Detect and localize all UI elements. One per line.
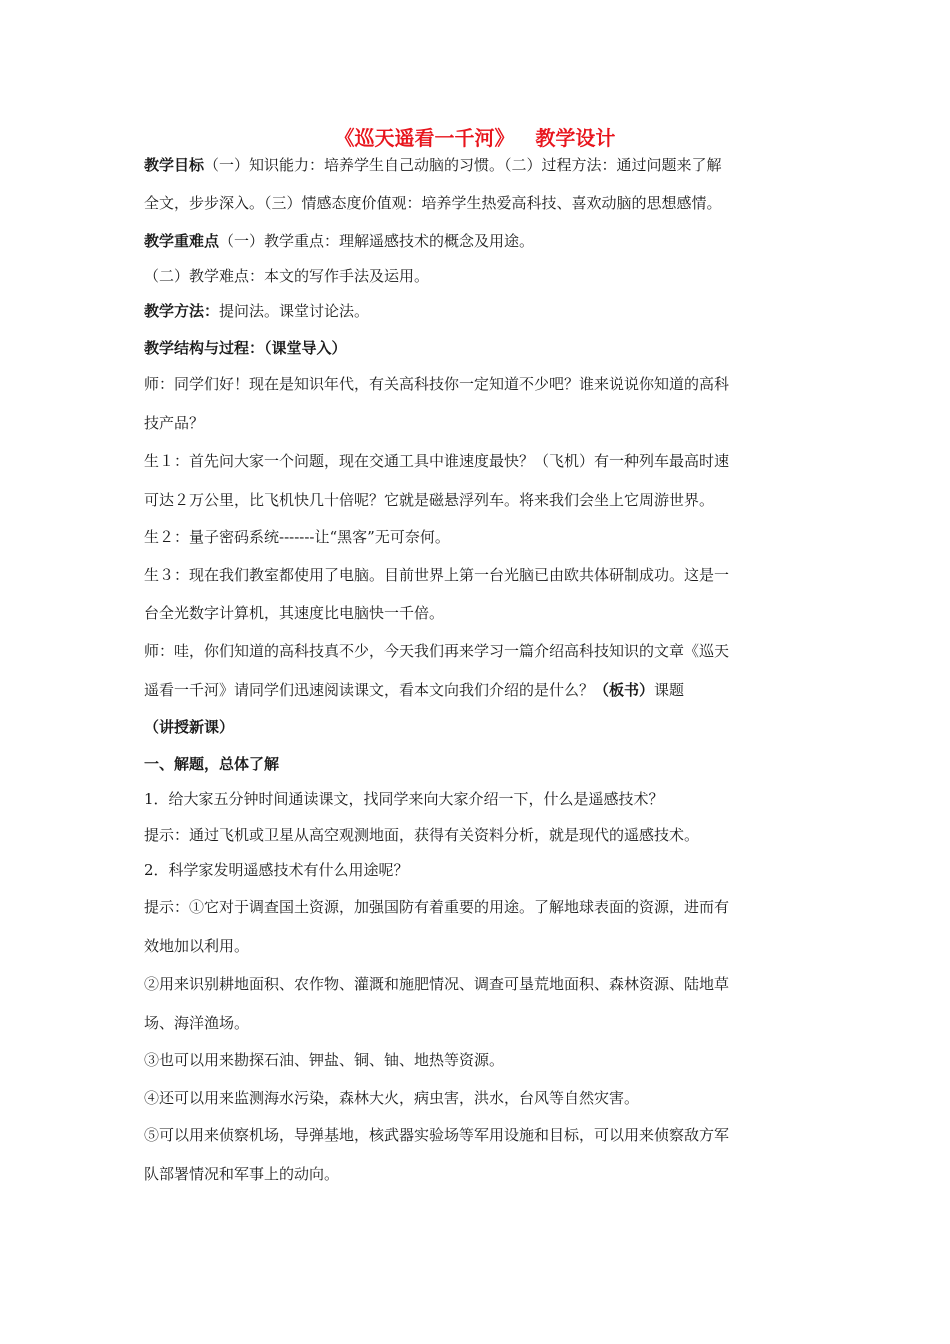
student2-line: 生２：量子密码系统-------让“黑客”无可奈何。 [144, 528, 450, 546]
student1-line-2: 可达２万公里，比飞机快几十倍呢？它就是磁悬浮列车。将来我们会坐上它周游世界。 [144, 491, 715, 509]
document-title: 《巡天遥看一千河》 教学设计 [334, 126, 616, 150]
key-points-line-1 [144, 231, 812, 251]
point-2-line-1: ②用来识别耕地面积、农作物、灌溉和施肥情况、调查可垦荒地面积、森林资源、陆地草 [144, 975, 730, 993]
answer-2-line-1: 提示：①它对于调查国土资源，加强国防有着重要的用途。了解地球表面的资源，进而有 [144, 898, 730, 916]
teacher2-text-a: 遥看一千河》请同学们迅速阅读课文，看本文向我们介绍的是什么？ [144, 681, 595, 699]
student3-line-2: 台全光数字计算机，其速度比电脑快一千倍。 [144, 604, 445, 622]
point-4: ④还可以用来监测海水污染，森林大火，病虫害，洪水，台风等自然灾害。 [144, 1089, 640, 1107]
objectives-text-1: （一）知识能力：培养学生自己动脑的习惯。（二）过程方法：通过问题来了解 [204, 156, 722, 174]
objectives-label: 教学目标 [144, 156, 205, 174]
teacher-line-2: 技产品？ [144, 414, 205, 432]
student3-line-1: 生３：现在我们教室都使用了电脑。目前世界上第一台光脑已由欧共体研制成功。这是一 [144, 566, 730, 584]
teacher-line-1: 师：同学们好！现在是知识年代，有关高科技你一定知道不少吧？谁来说说你知道的高科 [144, 375, 730, 393]
new-lesson-heading: （讲授新课） [144, 718, 235, 736]
methods-text: 提问法。课堂讨论法。 [219, 302, 370, 320]
point-5-line-2: 队部署情况和军事上的动向。 [144, 1165, 340, 1183]
teacher2-line-1: 师：哇，你们知道的高科技真不少，今天我们再来学习一篇介绍高科技知识的文章《巡天 [144, 642, 730, 660]
key-points-line-2: （二）教学难点：本文的写作手法及运用。 [144, 267, 430, 285]
objectives-line-1 [144, 155, 812, 175]
teacher2-line-2 [144, 680, 812, 700]
student1-line-1: 生１：首先问大家一个问题，现在交通工具中谁速度最快？（飞机）有一种列车最高时速 [144, 452, 730, 470]
objectives-line-2: 全文，步步深入。（三）情感态度价值观：培养学生热爱高科技、喜欢动脑的思想感情。 [144, 194, 722, 212]
point-5-line-1: ⑤可以用来侦察机场，导弹基地，核武器实验场等军用设施和目标，可以用来侦察敌方军 [144, 1126, 730, 1144]
question-2: 2．科学家发明遥感技术有什么用途呢？ [144, 861, 409, 879]
teacher2-text-b: 课题 [654, 681, 685, 699]
methods-label: 教学方法： [144, 302, 220, 320]
section1-heading: 一、解题，总体了解 [144, 755, 280, 773]
methods-line [144, 301, 812, 321]
key-points-text-1: （一）教学重点：理解遥感技术的概念及用途。 [219, 232, 535, 250]
question-1: 1．给大家五分钟时间通读课文，找同学来向大家介绍一下，什么是遥感技术？ [144, 790, 664, 808]
answer-2-line-2: 效地加以利用。 [144, 937, 250, 955]
key-points-label: 教学重难点 [144, 232, 220, 250]
structure-heading: 教学结构与过程：（课堂导入） [144, 339, 347, 357]
point-2-line-2: 场、海洋渔场。 [144, 1014, 250, 1032]
answer-1: 提示：通过飞机或卫星从高空观测地面，获得有关资料分析，就是现代的遥感技术。 [144, 826, 700, 844]
blackboard-note: （板书） [594, 681, 655, 699]
point-3: ③也可以用来勘探石油、钾盐、铜、铀、地热等资源。 [144, 1051, 505, 1069]
